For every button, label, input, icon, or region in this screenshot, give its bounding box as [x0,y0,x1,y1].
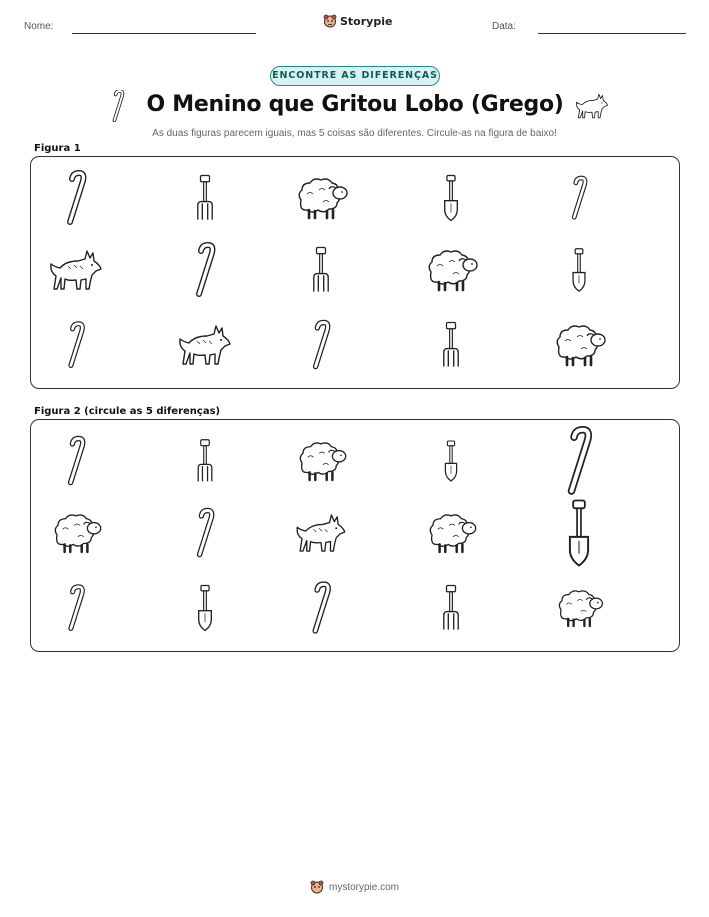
staff-icon [170,240,240,300]
staff-cell[interactable] [170,503,240,563]
name-label: Nome: [24,21,54,32]
pitchfork-cell [170,168,240,228]
sheep-cell [286,168,356,228]
staff-icon [544,168,614,228]
pitchfork-cell [416,315,486,375]
staff-cell[interactable] [41,578,111,638]
staff-cell[interactable] [286,578,356,638]
sheep-icon [544,578,614,638]
wolf-icon [286,503,356,563]
wolf-cell [41,240,111,300]
brand-name: Storypie [340,14,393,28]
staff-cell [41,168,111,228]
staff-icon [41,431,111,491]
sheep-cell [416,240,486,300]
shovel-icon [416,431,486,491]
pitchfork-cell[interactable] [170,431,240,491]
staff-cell [170,240,240,300]
page-title: O Menino que Gritou Lobo (Grego) [146,92,564,117]
wolf-cell[interactable] [286,503,356,563]
figure-2-label: Figura 2 (circule as 5 diferenças) [34,406,221,417]
staff-icon [286,578,356,638]
activity-badge: ENCONTRE AS DIFERENÇAS [270,66,440,86]
footer [0,880,709,894]
staff-cell [41,315,111,375]
staff-cell [544,168,614,228]
figure-2-panel[interactable] [30,419,680,652]
wolf-icon [41,240,111,300]
sheep-cell [544,315,614,375]
pitchfork-cell [286,240,356,300]
shovel-cell[interactable] [170,578,240,638]
footer-url: mystorypie.com [328,881,399,893]
date-line[interactable] [538,33,686,34]
sheep-icon [416,503,486,563]
shovel-icon [170,578,240,638]
sheep-icon [416,240,486,300]
staff-icon [286,315,356,375]
sheep-icon [286,431,356,491]
shovel-icon [544,503,614,563]
sheep-icon [41,503,111,563]
shovel-cell[interactable] [544,503,614,563]
staff-cell[interactable] [544,431,614,491]
shovel-icon [544,240,614,300]
wolf-cell [170,315,240,375]
pitchfork-icon [416,315,486,375]
wolf-title-icon [574,90,610,122]
sheep-icon [544,315,614,375]
brand-logo [323,14,392,28]
instructions: As duas figuras parecem iguais, mas 5 coisas são diferentes. Circule-as na figura de baixo! [152,128,557,139]
shovel-icon [416,168,486,228]
sheep-icon [286,168,356,228]
storypie-footer-icon [310,880,324,894]
staff-cell [286,315,356,375]
staff-icon [41,168,111,228]
sheep-cell[interactable] [41,503,111,563]
shovel-cell [416,168,486,228]
sheep-cell[interactable] [416,503,486,563]
figure-1-label: Figura 1 [34,143,81,154]
sheep-cell[interactable] [544,578,614,638]
storypie-mascot-icon [323,14,337,28]
staff-title-icon [108,90,128,122]
pitchfork-icon [286,240,356,300]
sheep-cell[interactable] [286,431,356,491]
pitchfork-icon [170,431,240,491]
shovel-cell[interactable] [416,431,486,491]
staff-icon [41,315,111,375]
staff-icon [41,578,111,638]
pitchfork-icon [416,578,486,638]
shovel-cell [544,240,614,300]
pitchfork-cell[interactable] [416,578,486,638]
name-line[interactable] [72,33,256,34]
wolf-icon [170,315,240,375]
figure-1-panel [30,156,680,389]
staff-cell[interactable] [41,431,111,491]
staff-icon [170,503,240,563]
date-label: Data: [492,21,516,32]
staff-icon [544,431,614,491]
pitchfork-icon [170,168,240,228]
